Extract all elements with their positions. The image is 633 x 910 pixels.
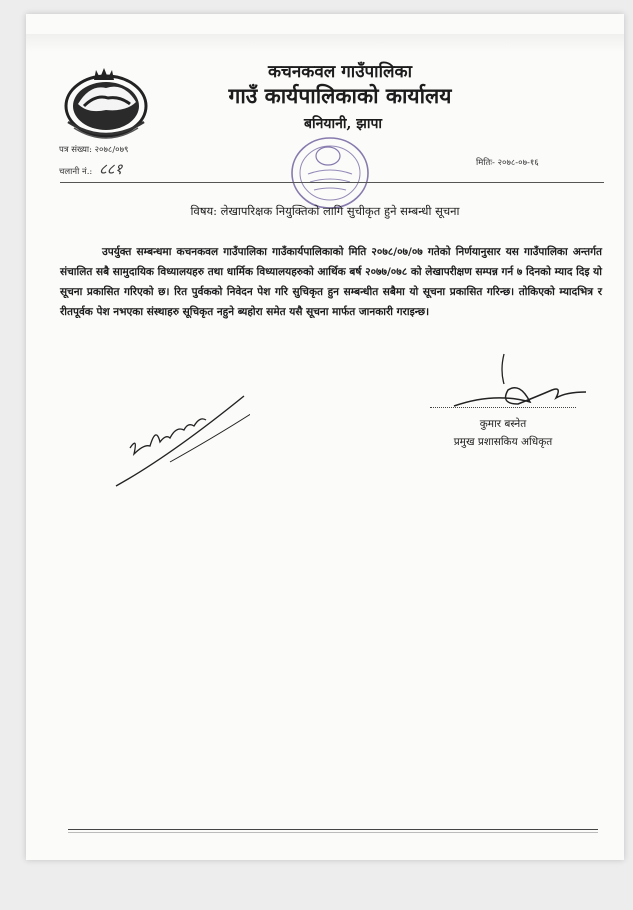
dispatch-label: चलानी नं.:: [59, 167, 93, 177]
footer-divider-secondary: [68, 832, 598, 833]
header-divider: [60, 182, 604, 183]
office-location: बनियानी, झापा: [303, 116, 383, 132]
office-seal-stamp: [288, 134, 372, 212]
signatory-title: प्रमुख प्रशासकिय अधिकृत: [453, 436, 553, 448]
letter-date: मितिः- २०७८-०७-१६: [476, 158, 539, 168]
notice-subject: विषय: लेखापरिक्षक नियुक्तिको लागि सुचीकृत हुने सम्बन्धी सूचना: [190, 204, 460, 218]
dispatch-value: ८८१: [98, 160, 123, 178]
footer-divider: [68, 829, 598, 830]
notice-letter: [26, 14, 624, 860]
reference-number: पत्र संख्या: २०७८/०७९: [59, 145, 129, 155]
handwritten-signature-left: [110, 386, 250, 496]
notice-body: उपर्युक्त सम्बन्धमा कचनकवल गाउँपालिका गाउँकार्यपालिकाको मिति २०७८/०७/०७ गतेको निर्णयानुसार यस गाउँपालिका अन्तर्गत संचालित सबै सामुदायिक विध्यालयहरु तथा धार्मिक विध्यालयहरुको आर्थिक बर्ष २०७७/०७८ को लेखापरीक्षण सम्पन्न गर्न ७ दिनको म्याद दिइ यो सूचना प्रकासित गरिएको छ। रित पुर्वकको निवेदन पेश गरि सुचिकृत हुन सम्बन्धीत सबैमा यो सूचना प्रकासित गरिन्छ। तोकिएको म्यादभित्र र रीतपूर्वक पेश नभएका संस्थाहरु सूचिकृत नहुने ब्यहोरा समेत यसै सूचना मार्फत जानकारी गराइन्छ।: [60, 246, 602, 318]
dispatch-number: [59, 159, 122, 179]
signature-line: [430, 407, 576, 408]
signatory-name: कुमार बस्नेत: [479, 418, 527, 430]
municipality-name: कचनकवल गाउँपालिका: [268, 62, 412, 82]
office-name: गाउँ कार्यपालिकाको कार्यालय: [228, 83, 452, 108]
